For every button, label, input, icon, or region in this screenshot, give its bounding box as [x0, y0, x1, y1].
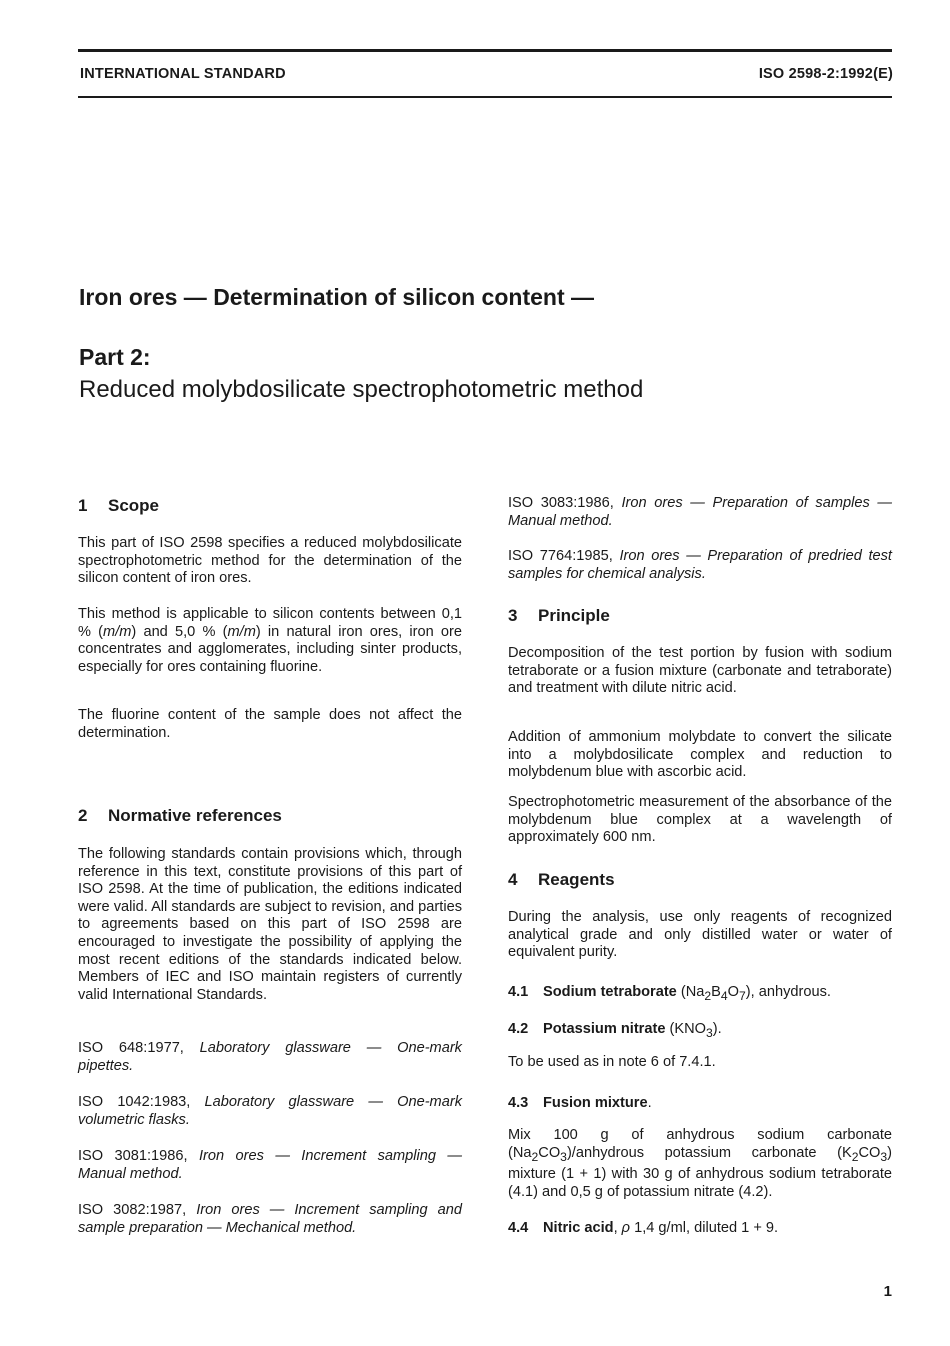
header-standard-label: INTERNATIONAL STANDARD — [80, 66, 286, 82]
left-column — [78, 0, 462, 1346]
reagent-name: Fusion mixture — [543, 1095, 648, 1111]
section-title: Scope — [108, 496, 160, 515]
subscript: 3 — [560, 1149, 567, 1164]
reference-code: ISO 7764:1985, — [508, 548, 620, 564]
subscript: 3 — [706, 1025, 713, 1040]
density-symbol: ρ — [621, 1220, 631, 1236]
reference-title: Iron ores — Increment sampling — Manual method. — [78, 1148, 462, 1182]
section-number: 3 — [508, 606, 518, 625]
section-title: Normative references — [108, 806, 282, 825]
reference-title: Laboratory glassware — One-mark pipettes. — [78, 1040, 462, 1074]
reference-title: Iron ores — Preparation of predried test samples for chemical analysis. — [508, 548, 892, 582]
scope-paragraph-1: This part of ISO 2598 specifies a reduced molybdosilicate spectrophotometric method for the determination of the silicon content of iron ores. — [78, 535, 462, 587]
reference-code: ISO 3081:1986, — [78, 1148, 199, 1164]
subscript: 4 — [720, 988, 728, 1003]
text-run: This method is applicable to silicon contents between 0,1 % ( — [78, 606, 462, 640]
reference-entry — [508, 548, 892, 583]
text-run: Mix 100 g of anhydrous sodium carbonate (Na — [508, 1127, 892, 1161]
text-run: . — [647, 1095, 652, 1111]
text-run: ) in natural iron ores, iron ore concentrates and agglomerates, including sinter products, especially for ores containing fluorine. — [78, 623, 463, 675]
reagent-4-3-description — [508, 1127, 892, 1201]
page-number: 1 — [883, 1283, 892, 1300]
section-number: 1 — [78, 496, 88, 515]
reagents-intro: During the analysis, use only reagents of recognized analytical grade and only distilled water or water of equivalent purity. — [508, 909, 892, 961]
document-title: Iron ores — Determination of silicon content — — [79, 284, 594, 310]
section-number: 4 — [508, 870, 518, 889]
item-number: 4.1 — [508, 984, 529, 1000]
principle-paragraph-2: Addition of ammonium molybdate to convert the silicate into a molybdosilicate complex and reduction to molybdenum blue with ascorbic acid. — [508, 729, 892, 781]
subscript: 2 — [851, 1149, 859, 1164]
text-run: ), anhydrous. — [745, 984, 831, 1000]
reference-entry — [508, 495, 892, 530]
text-run: )/anhydrous potassium carbonate (K — [566, 1144, 852, 1161]
reference-entry — [78, 1148, 462, 1183]
reference-title: Iron ores — Preparation of samples — Manual method. — [508, 495, 892, 529]
text-run: ). — [712, 1021, 722, 1037]
subscript: 3 — [880, 1149, 888, 1164]
text-run: O — [727, 984, 739, 1000]
scope-paragraph-3: The fluorine content of the sample does not affect the determination. — [78, 707, 462, 741]
part-label: Part 2: — [79, 344, 151, 370]
reagent-4-2 — [508, 1021, 892, 1043]
text-run: CO — [858, 1144, 881, 1161]
section-title: Reagents — [538, 870, 615, 889]
normative-references-intro: The following standards contain provisions which, through reference in this text, constitute provisions of this part of ISO 2598. At the time of publication, the editions indicated were valid. All standards are subject to revision, and parties to agreements based on this part of ISO 2598 are encouraged to investigate the possibility of applying the most recent editions of the standards indicated below. Members of IEC and ISO maintain registers of currently valid International Standards. — [78, 846, 462, 1003]
section-4-heading — [508, 871, 615, 889]
section-number: 2 — [78, 806, 88, 825]
text-run: m/m — [227, 623, 256, 640]
reagent-4-1 — [508, 984, 892, 1006]
principle-paragraph-3: Spectrophotometric measurement of the absorbance of the molybdenum blue complex at a wavelength of approximately 600 nm. — [508, 794, 892, 846]
reagent-4-2-note: To be used as in note 6 of 7.4.1. — [508, 1054, 716, 1070]
text-run: (KNO — [665, 1021, 707, 1037]
reference-code: ISO 648:1977, — [78, 1040, 200, 1056]
section-title: Principle — [538, 606, 610, 625]
item-number: 4.3 — [508, 1095, 529, 1111]
text-run: CO — [538, 1144, 561, 1161]
document-subtitle: Reduced molybdosilicate spectrophotometric method — [79, 376, 644, 403]
reference-entry — [78, 1094, 462, 1129]
scope-paragraph-2 — [78, 606, 462, 676]
reference-entry — [78, 1040, 462, 1075]
text-run: ) mixture (1 + 1) with 30 g of anhydrous sodium tetraborate (4.1) and 0,5 g of potassium nitrate (4.2). — [508, 1144, 892, 1200]
section-2-heading — [78, 807, 282, 825]
section-3-heading — [508, 607, 610, 625]
text-run: B — [711, 984, 721, 1000]
right-column — [508, 0, 892, 1346]
reference-entry — [78, 1202, 462, 1237]
principle-paragraph-1: Decomposition of the test portion by fusion with sodium tetraborate or a fusion mixture (carbonate and tetraborate) and treatment with dilute nitric acid. — [508, 645, 892, 697]
section-1-heading — [78, 497, 159, 515]
reagent-name: Sodium tetraborate — [543, 984, 677, 1000]
reference-title: Laboratory glassware — One-mark volumetric flasks. — [78, 1094, 462, 1128]
text-run: ) and 5,0 % ( — [131, 623, 228, 640]
text-run: , — [613, 1220, 622, 1236]
text-run: m/m — [103, 623, 132, 640]
subscript: 7 — [739, 988, 746, 1003]
reference-code: ISO 1042:1983, — [78, 1094, 205, 1110]
reagent-name: Nitric acid — [543, 1220, 614, 1236]
reagent-4-3 — [508, 1095, 892, 1113]
item-number: 4.4 — [508, 1220, 529, 1236]
header-document-number: ISO 2598-2:1992(E) — [758, 66, 893, 82]
reference-code: ISO 3082:1987, — [78, 1202, 197, 1218]
item-number: 4.2 — [508, 1021, 529, 1037]
subscript: 2 — [704, 988, 712, 1003]
reagent-4-4 — [508, 1220, 892, 1238]
text-run: (Na — [676, 984, 705, 1000]
reference-code: ISO 3083:1986, — [508, 495, 622, 511]
text-run: 1,4 g/ml, diluted 1 + 9. — [630, 1220, 779, 1236]
reference-title: Iron ores — Increment sampling and sample preparation — Mechanical method. — [78, 1202, 463, 1236]
reagent-name: Potassium nitrate — [543, 1021, 666, 1037]
subscript: 2 — [531, 1149, 539, 1164]
